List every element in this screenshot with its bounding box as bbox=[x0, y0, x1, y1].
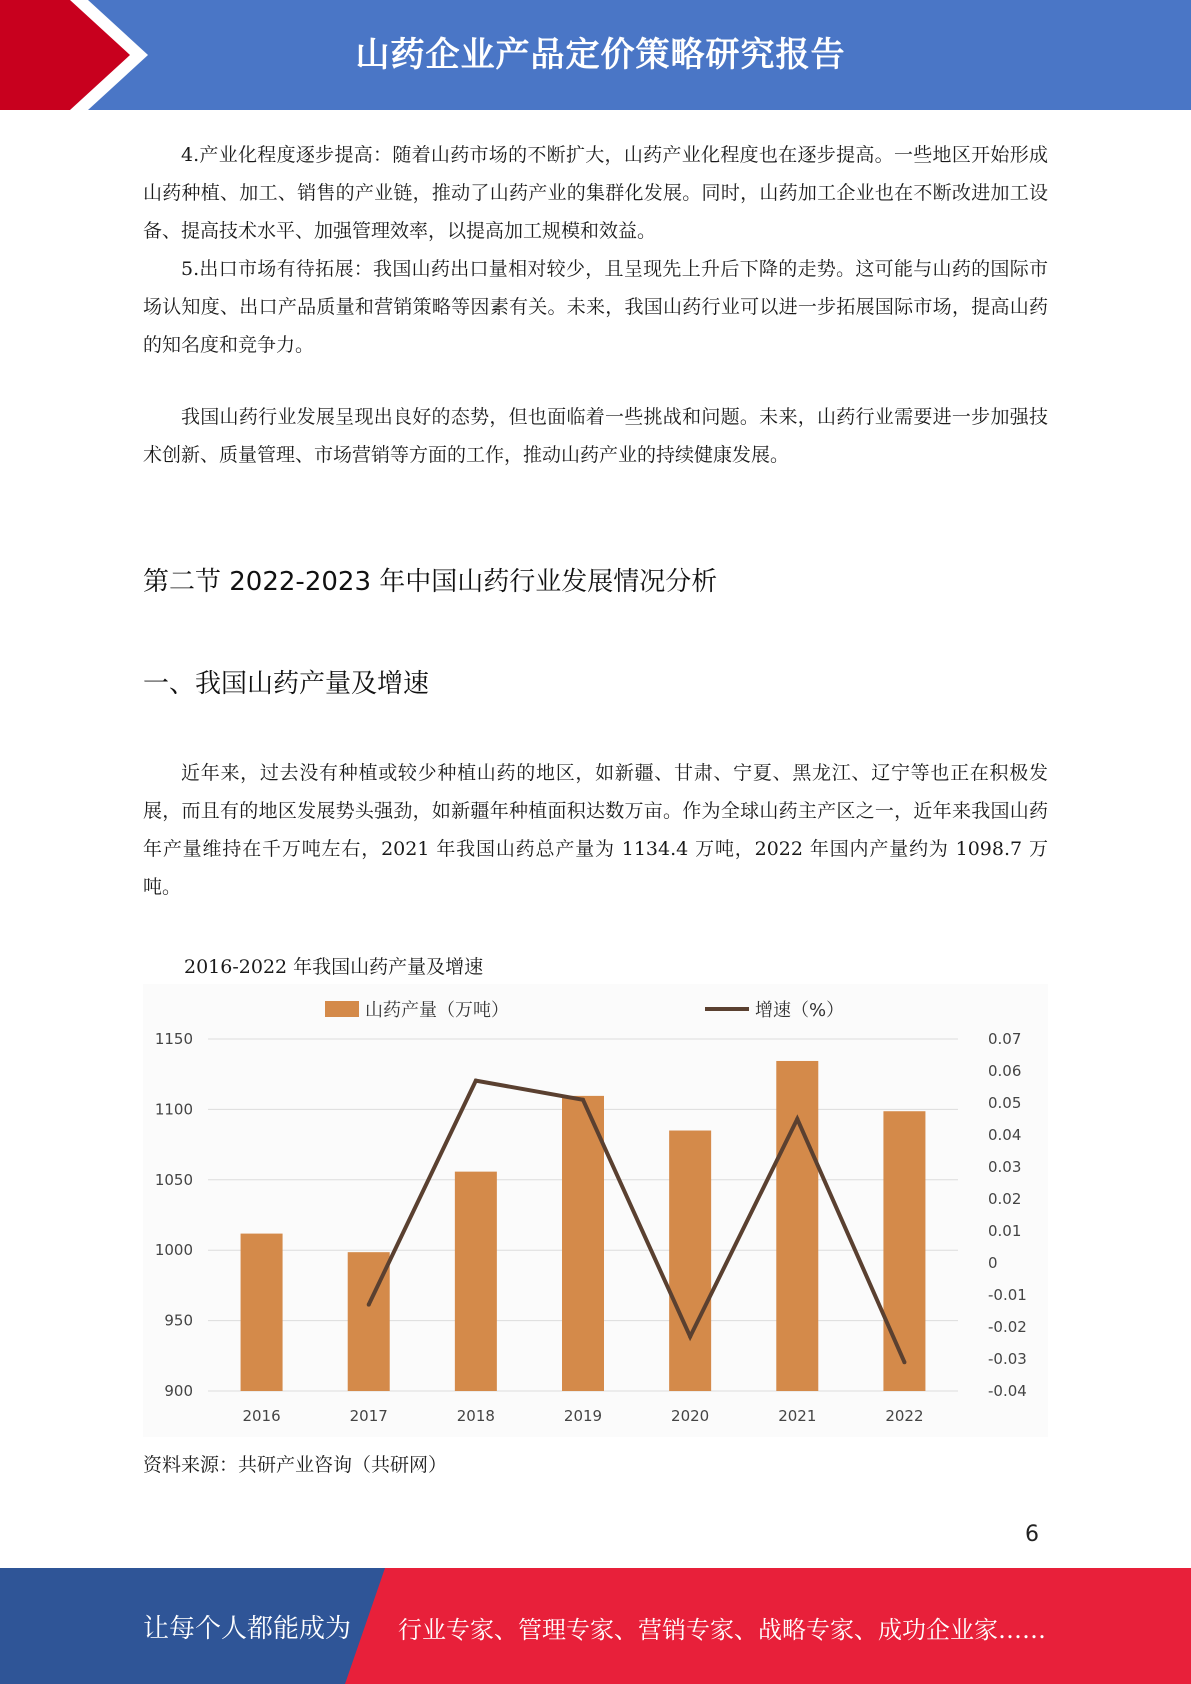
y-left-tick-label: 1150 bbox=[154, 1030, 193, 1048]
x-tick-label: 2019 bbox=[563, 1407, 603, 1425]
x-tick-label: 2021 bbox=[778, 1407, 817, 1425]
paragraph-export: 5.出口市场有待拓展：我国山药出口量相对较少，且呈现先上升后下降的走势。这可能与山药的国际市场认知度、出口产品质量和营销策略等因素有关。未来，我国山药行业可以进一步拓展国际市场，提高山药的知名度和竞争力。 bbox=[143, 258, 1048, 356]
footer-slogan-right: 行业专家、管理专家、营销专家、战略专家、成功企业家…… bbox=[398, 1616, 1046, 1644]
legend-label-production: 山药产量（万吨） bbox=[365, 1000, 509, 1021]
page-header bbox=[0, 0, 1191, 110]
bar-production bbox=[455, 1172, 497, 1391]
x-tick-label: 2022 bbox=[885, 1407, 924, 1425]
y-right-tick-label: 0.01 bbox=[988, 1222, 1022, 1240]
paragraph-industrialization: 4.产业化程度逐步提高：随着山药市场的不断扩大，山药产业化程度也在逐步提高。一些地区开始形成山药种植、加工、销售的产业链，推动了山药产业的集群化发展。同时，山药加工企业也在不断改进加工设备、提高技术水平、加强管理效率，以提高加工规模和效益。 bbox=[143, 144, 1048, 242]
production-chart bbox=[143, 984, 1048, 1437]
section-heading: 第二节 2022-2023 年中国山药行业发展情况分析 bbox=[143, 567, 718, 597]
y-right-tick-label: 0.02 bbox=[988, 1190, 1022, 1208]
y-right-tick-label: 0.07 bbox=[988, 1030, 1022, 1048]
x-tick-label: 2020 bbox=[671, 1407, 710, 1425]
y-left-tick-label: 950 bbox=[164, 1311, 193, 1330]
body-text-summary bbox=[143, 398, 1048, 474]
bar-production bbox=[669, 1131, 711, 1391]
growth-rate-point bbox=[902, 1360, 906, 1364]
paragraph-summary: 我国山药行业发展呈现出良好的态势，但也面临着一些挑战和问题。未来，山药行业需要进一步加强技术创新、质量管理、市场营销等方面的工作，推动山药产业的持续健康发展。 bbox=[143, 406, 1048, 466]
growth-rate-point bbox=[688, 1335, 692, 1339]
y-right-tick-label: 0.06 bbox=[988, 1062, 1022, 1080]
subsection-heading: 一、我国山药产量及增速 bbox=[143, 669, 430, 699]
body-text-top bbox=[143, 136, 1048, 364]
page-footer bbox=[0, 1568, 1191, 1684]
legend-label-growth: 增速（%） bbox=[755, 1000, 845, 1021]
y-right-tick-label: 0 bbox=[988, 1254, 998, 1272]
page-number: 6 bbox=[1025, 1522, 1039, 1547]
chart-caption: 2016-2022 年我国山药产量及增速 bbox=[184, 956, 484, 978]
x-tick-label: 2017 bbox=[349, 1407, 388, 1425]
growth-rate-point bbox=[795, 1117, 799, 1121]
bar-production bbox=[241, 1234, 283, 1391]
y-left-tick-label: 1000 bbox=[154, 1241, 193, 1260]
legend-swatch-production bbox=[325, 1001, 359, 1017]
y-right-tick-label: -0.04 bbox=[988, 1382, 1027, 1400]
y-right-tick-label: 0.03 bbox=[988, 1158, 1022, 1176]
y-right-tick-label: -0.02 bbox=[988, 1318, 1027, 1336]
y-left-tick-label: 1100 bbox=[154, 1100, 193, 1119]
y-left-tick-label: 900 bbox=[164, 1382, 193, 1400]
y-right-tick-label: 0.05 bbox=[988, 1094, 1022, 1112]
y-right-tick-label: -0.03 bbox=[988, 1350, 1027, 1368]
bar-production bbox=[883, 1111, 925, 1391]
y-right-tick-label: -0.01 bbox=[988, 1286, 1027, 1304]
growth-rate-point bbox=[581, 1098, 585, 1102]
report-title: 山药企业产品定价策略研究报告 bbox=[355, 35, 846, 75]
footer-slogan-left: 让每个人都能成为 bbox=[143, 1614, 352, 1644]
body-text-production bbox=[143, 754, 1048, 906]
x-tick-label: 2018 bbox=[456, 1407, 495, 1425]
x-tick-label: 2016 bbox=[242, 1407, 281, 1425]
y-right-tick-label: 0.04 bbox=[988, 1126, 1022, 1144]
growth-rate-point bbox=[367, 1303, 371, 1307]
paragraph-production: 近年来，过去没有种植或较少种植山药的地区，如新疆、甘肃、宁夏、黑龙江、辽宁等也正在积极发展，而且有的地区发展势头强劲，如新疆年种植面积达数万亩。作为全球山药主产区之一，近年来我国山药年产量维持在千万吨左右，2021 年我国山药总产量为 1134.4 万吨，2022 年国内产量约为 1098.7 万吨。 bbox=[143, 762, 1048, 898]
bar-production bbox=[562, 1096, 604, 1391]
bar-production bbox=[776, 1061, 818, 1391]
growth-rate-point bbox=[474, 1079, 478, 1083]
y-left-tick-label: 1050 bbox=[154, 1170, 193, 1189]
source-note: 资料来源：共研产业咨询（共研网） bbox=[143, 1454, 448, 1476]
production-chart-svg bbox=[143, 984, 1048, 1437]
